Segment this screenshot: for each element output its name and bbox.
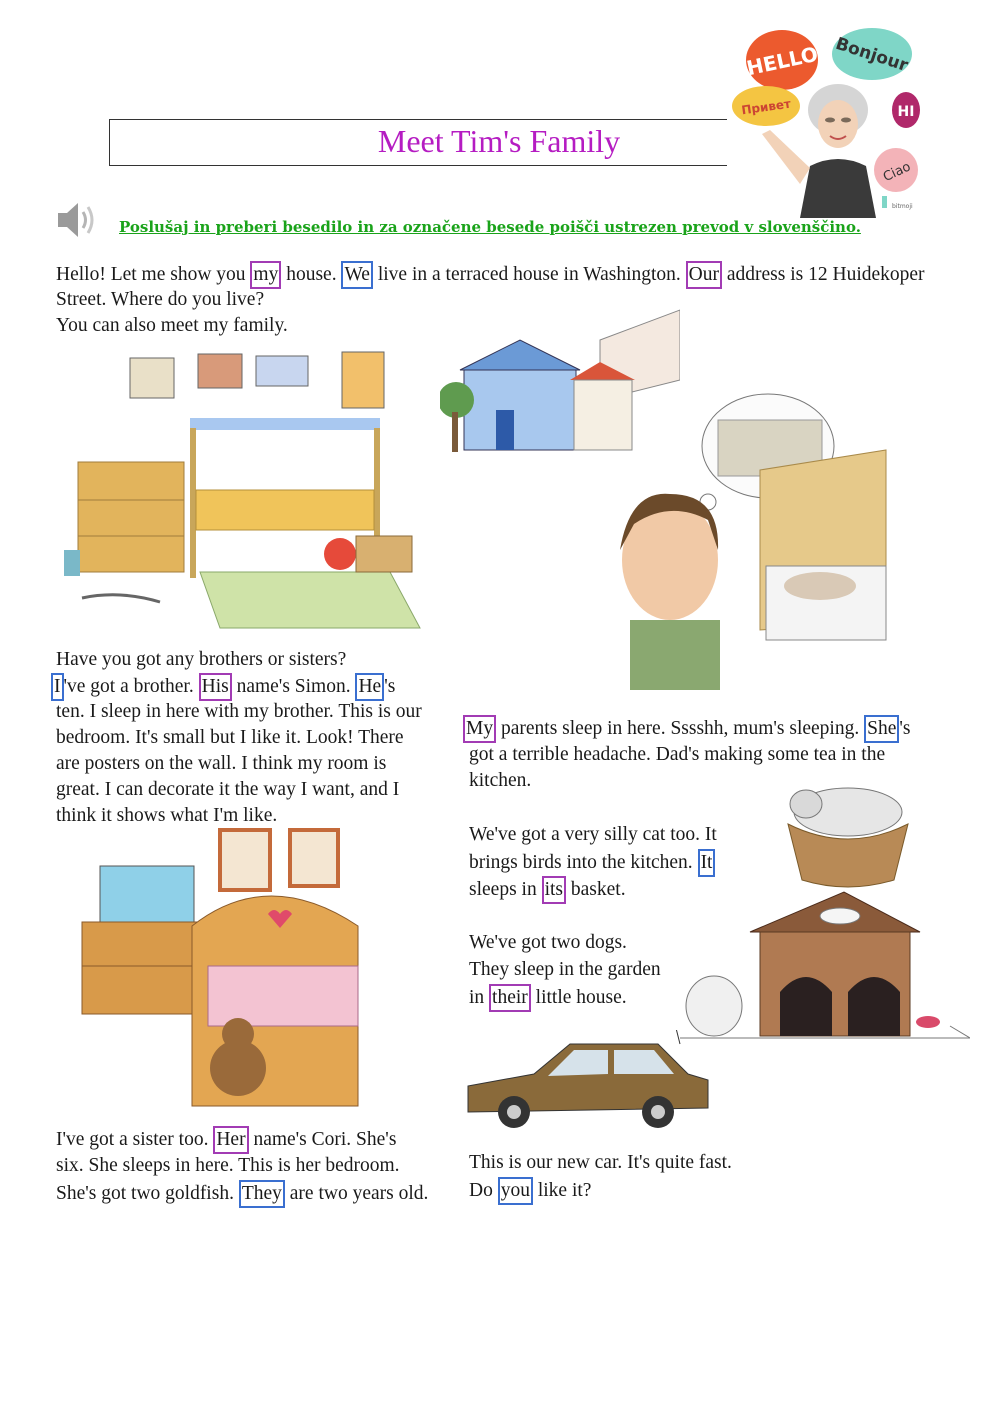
tim-line-3: ten. I sleep in here with my brother. This is our bbox=[56, 701, 422, 722]
highlight-his[interactable]: His bbox=[199, 673, 232, 701]
bubble-bonjour: Bonjour bbox=[833, 33, 911, 77]
greeting-teacher-illustration bbox=[730, 18, 930, 218]
dogs-line-2: They sleep in the garden bbox=[469, 959, 661, 980]
highlight-it[interactable]: It bbox=[698, 849, 716, 877]
highlight-its[interactable]: its bbox=[542, 876, 566, 904]
highlight-her[interactable]: Her bbox=[213, 1126, 248, 1154]
dog-house-illustration bbox=[680, 888, 970, 1048]
cat-basket-illustration bbox=[782, 784, 912, 894]
bubble-hi: HI bbox=[897, 104, 915, 120]
parents-line-1: My parents sleep in here. Sssshh, mum's sleeping. She 's bbox=[463, 715, 910, 743]
cat-line-1: We've got a very silly cat too. It bbox=[469, 824, 717, 845]
sister-line-3: She's got two goldfish. They are two years old. bbox=[56, 1180, 428, 1208]
speaker-icon[interactable] bbox=[54, 198, 100, 242]
intro-line-2: Street. Where do you live? bbox=[56, 289, 265, 310]
intro-line-1: Hello! Let me show you my house. We live in a terraced house in Washington. Our address is 12 Huidekoper bbox=[56, 261, 925, 289]
highlight-my[interactable]: my bbox=[250, 261, 281, 289]
highlight-our[interactable]: Our bbox=[686, 261, 722, 289]
sister-line-2: six. She sleeps in here. This is her bedroom. bbox=[56, 1155, 400, 1176]
highlight-their[interactable]: their bbox=[489, 984, 531, 1012]
highlight-my-parents[interactable]: My bbox=[463, 715, 496, 743]
bubble-ciao: Ciao bbox=[880, 159, 914, 186]
instruction-text: Poslušaj in preberi besedilo in za označene besede poišči ustrezen prevod v slovenščino. bbox=[119, 218, 861, 236]
tim-line-4: bedroom. It's small but I like it. Look! There bbox=[56, 727, 404, 748]
highlight-she[interactable]: She bbox=[864, 715, 899, 743]
tim-line-5: are posters on the wall. I think my room is bbox=[56, 753, 387, 774]
car-line-2: Do you like it? bbox=[469, 1177, 591, 1205]
tim-line-2: I 've got a brother. His name's Simon. He 's bbox=[51, 673, 395, 701]
parents-room-illustration bbox=[590, 390, 890, 690]
dogs-line-1: We've got two dogs. bbox=[469, 932, 627, 953]
svg-text:bitmoji: bitmoji bbox=[892, 203, 913, 210]
page-title: Meet Tim's Family bbox=[377, 123, 621, 159]
cat-line-3: sleeps in its basket. bbox=[469, 876, 626, 904]
boys-bedroom-illustration bbox=[60, 340, 440, 640]
bubble-hello: HELLO bbox=[744, 41, 821, 81]
parents-line-3: kitchen. bbox=[469, 770, 532, 791]
highlight-they[interactable]: They bbox=[239, 1180, 285, 1208]
intro-line-3: You can also meet my family. bbox=[56, 315, 288, 336]
bubble-privet: Привет bbox=[740, 96, 792, 118]
car-illustration bbox=[462, 1030, 712, 1134]
dogs-line-3: in their little house. bbox=[469, 984, 627, 1012]
highlight-you[interactable]: you bbox=[498, 1177, 533, 1205]
tim-line-6: great. I can decorate it the way I want, and I bbox=[56, 779, 400, 800]
highlight-we[interactable]: We bbox=[341, 261, 373, 289]
car-line-1: This is our new car. It's quite fast. bbox=[469, 1152, 732, 1173]
sister-line-1: I've got a sister too. Her name's Cori. She's bbox=[56, 1126, 396, 1154]
parents-line-2: got a terrible headache. Dad's making some tea in the bbox=[469, 744, 886, 765]
highlight-i[interactable]: I bbox=[51, 673, 64, 701]
sister-bedroom-illustration bbox=[78, 826, 378, 1108]
tim-line-1: Have you got any brothers or sisters? bbox=[56, 649, 347, 670]
tim-line-7: think it shows what I'm like. bbox=[56, 805, 278, 826]
cat-line-2: brings birds into the kitchen. It bbox=[469, 849, 715, 877]
highlight-he[interactable]: He bbox=[355, 673, 384, 701]
